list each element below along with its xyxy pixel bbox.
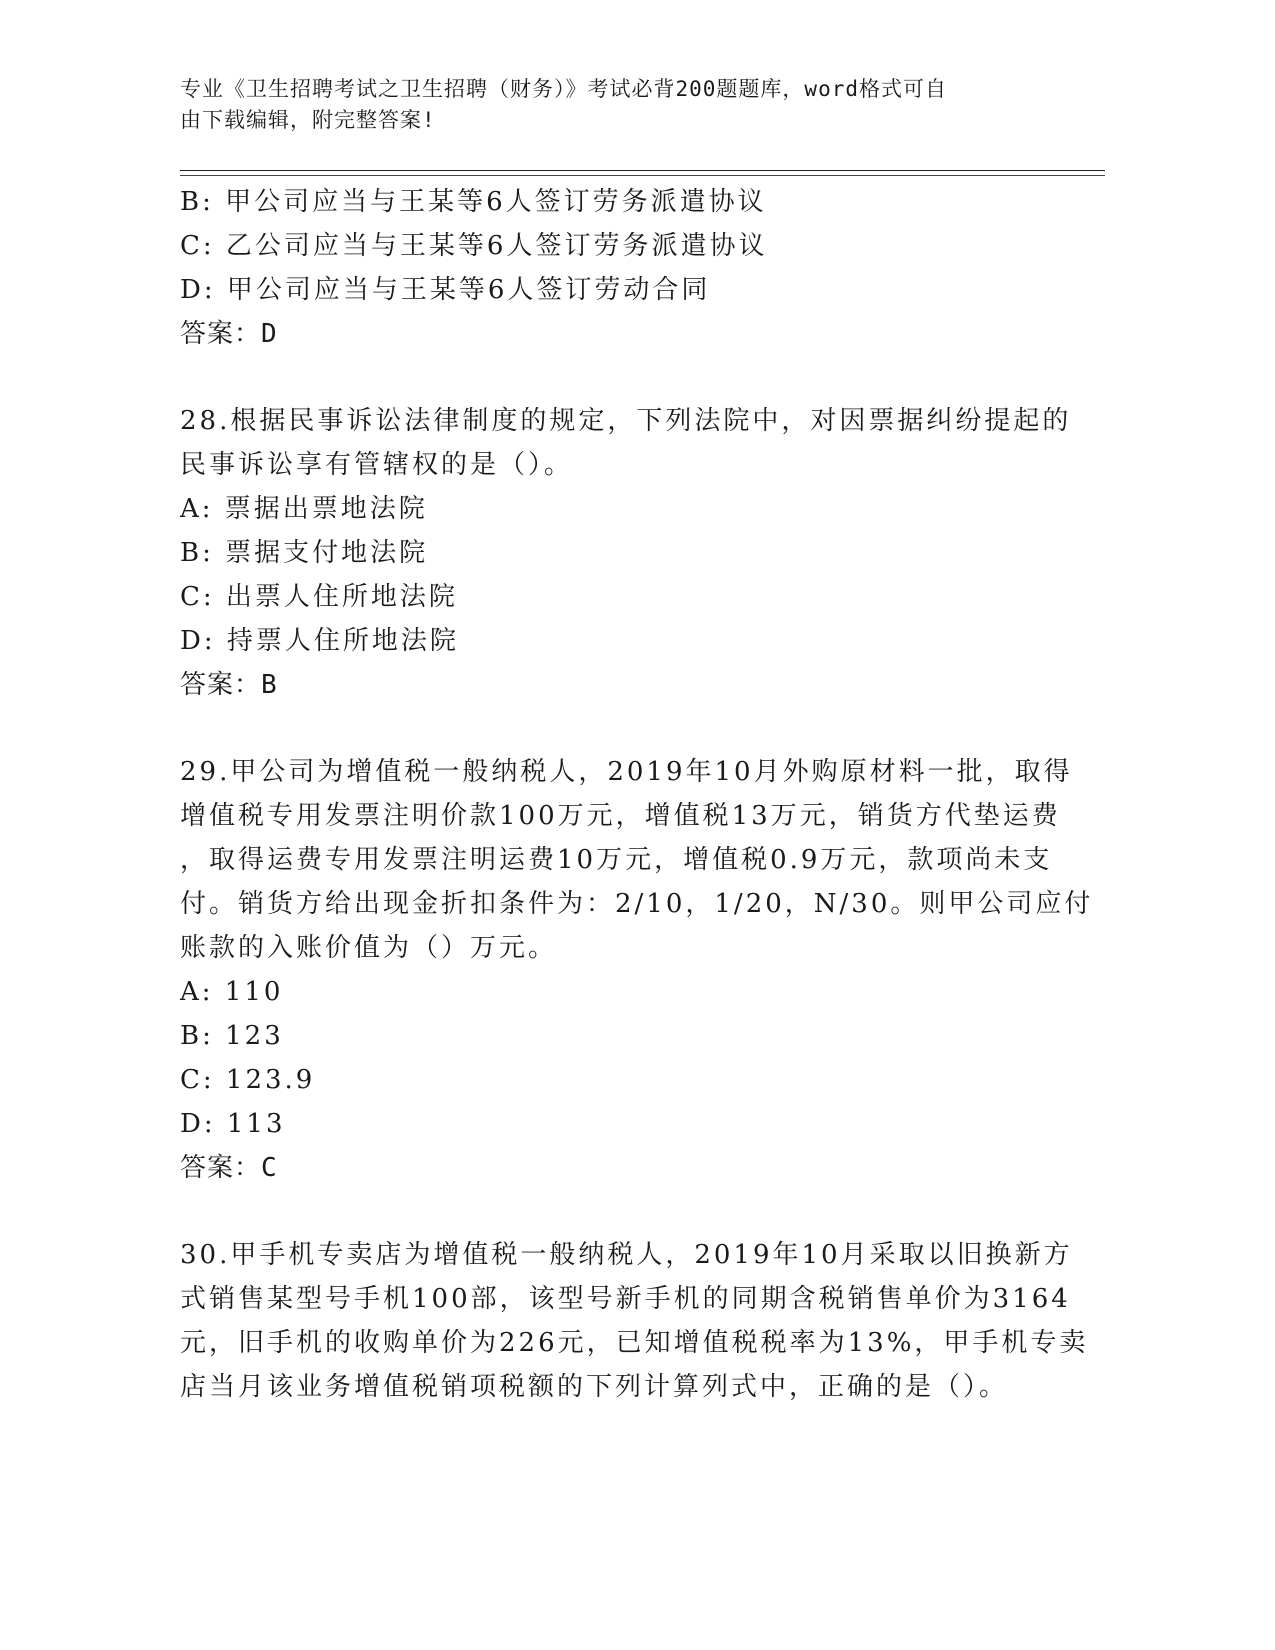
answer-line [180, 312, 1050, 356]
question-30 [180, 1233, 1089, 1409]
question-text-line: 账款的入账价值为（）万元。 [180, 933, 558, 963]
answer-label: 答案： [180, 1153, 262, 1183]
header-divider-thin [180, 175, 1105, 176]
question-text-line: ，取得运费专用发票注明运费10万元，增值税0.9万元，款项尚未支 [180, 845, 1053, 875]
answer-label: 答案： [180, 319, 262, 349]
question-28 [180, 399, 1072, 707]
question-text-line: 店当月该业务增值税销项税额的下列计算列式中，正确的是（）。 [180, 1372, 1009, 1402]
option-line: C: 出票人住所地法院 [180, 582, 458, 612]
option-line: A: 110 [180, 977, 284, 1007]
option-line: D: 持票人住所地法院 [180, 626, 459, 656]
question-text-line: 28.根据民事诉讼法律制度的规定，下列法院中，对因票据纠纷提起的 [180, 406, 1072, 436]
answer-line [180, 1146, 1050, 1190]
question-27-continuation [180, 180, 1050, 356]
question-29 [180, 750, 1094, 1190]
option-line: A: 票据出票地法院 [180, 494, 428, 524]
answer-label: 答案： [180, 670, 262, 700]
answer-line [180, 663, 1050, 707]
answer-value: C [261, 1153, 278, 1183]
question-text-line: 30.甲手机专卖店为增值税一般纳税人，2019年10月采取以旧换新方 [180, 1240, 1073, 1270]
option-line: D: 113 [180, 1109, 286, 1139]
header-line-2: 由下载编辑，附完整答案! [180, 108, 436, 132]
question-content [180, 180, 1094, 1409]
question-text-line: 元，旧手机的收购单价为226元，已知增值税税率为13%，甲手机专卖 [180, 1328, 1089, 1358]
question-text-line: 增值税专用发票注明价款100万元，增值税13万元，销货方代垫运费 [180, 801, 1061, 831]
answer-value: D [261, 319, 278, 349]
question-text-line: 式销售某型号手机100部，该型号新手机的同期含税销售单价为3164 [180, 1284, 1071, 1314]
option-line: C: 乙公司应当与王某等6人签订劳务派遣协议 [180, 231, 768, 261]
answer-value: B [261, 670, 278, 700]
option-line: B: 票据支付地法院 [180, 538, 429, 568]
option-line: C: 123.9 [180, 1065, 316, 1095]
option-line: B: 甲公司应当与王某等6人签订劳务派遣协议 [180, 187, 767, 217]
question-text-line: 29.甲公司为增值税一般纳税人，2019年10月外购原材料一批，取得 [180, 757, 1073, 787]
header-divider-thick [180, 170, 1105, 171]
document-header [180, 74, 1060, 136]
question-text-line: 民事诉讼享有管辖权的是（）。 [180, 450, 574, 480]
header-line-1: 专业《卫生招聘考试之卫生招聘（财务）》考试必背200题题库，word格式可自 [180, 77, 947, 101]
question-text-line: 付。销货方给出现金折扣条件为：2/10，1/20，N/30。则甲公司应付 [180, 889, 1094, 919]
option-line: B: 123 [180, 1021, 284, 1051]
option-line: D: 甲公司应当与王某等6人签订劳动合同 [180, 275, 711, 305]
